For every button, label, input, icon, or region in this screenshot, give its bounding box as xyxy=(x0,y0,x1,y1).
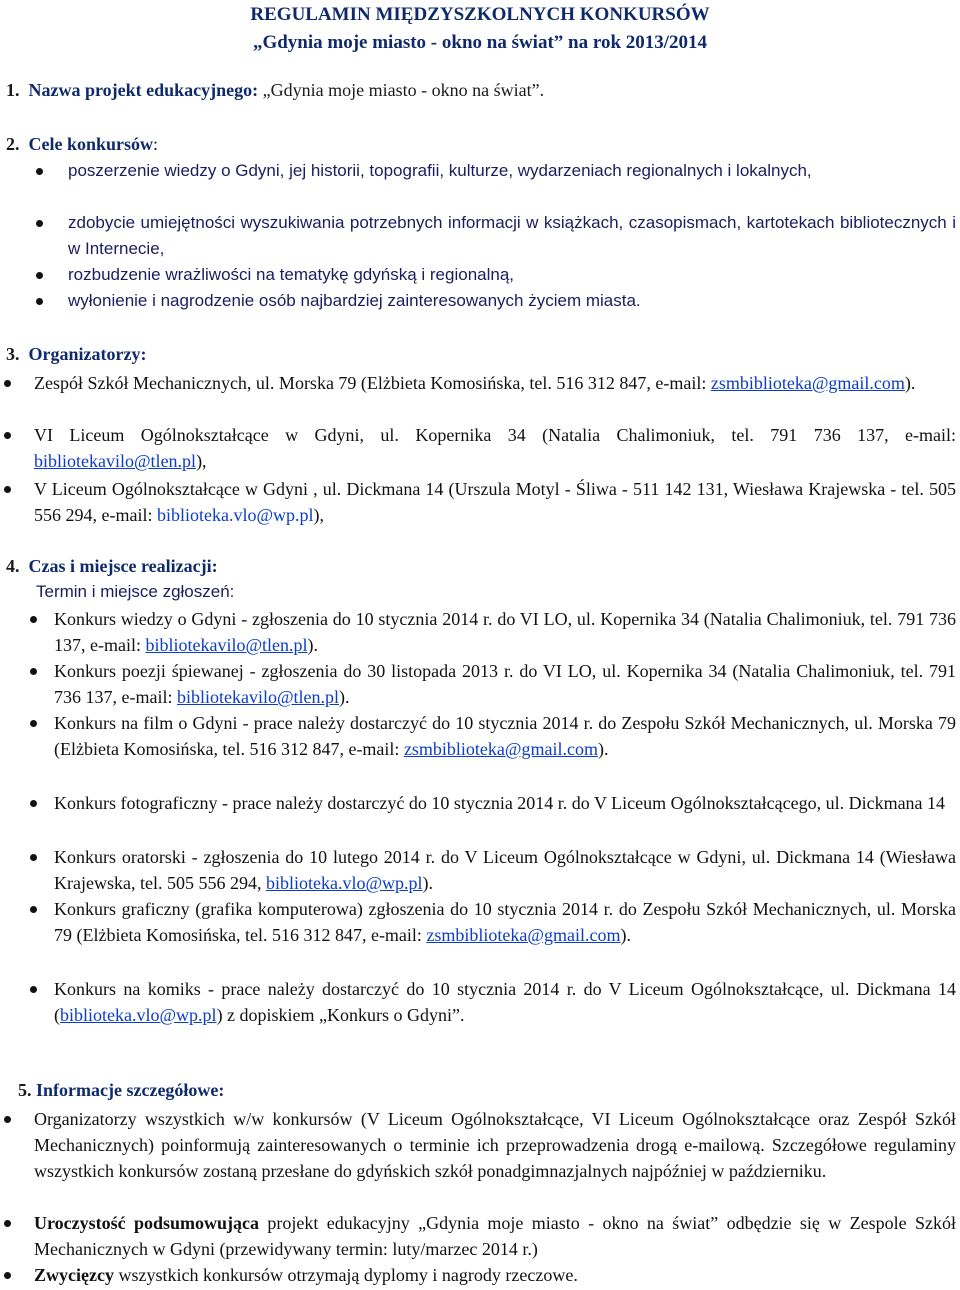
section-5-title: Informacje szczegółowe: xyxy=(36,1080,225,1100)
list-item: wyłonienie i nagrodzenie osób najbardziej zainteresowanych życiem miasta. xyxy=(36,288,956,314)
list-item: rozbudzenie wrażliwości na tematykę gdyńską i regionalną, xyxy=(36,262,956,288)
bullet-icon xyxy=(4,432,11,439)
bullet-icon xyxy=(30,616,37,623)
section-2-title: Cele konkursów xyxy=(28,134,154,154)
bullet-icon xyxy=(4,1116,11,1123)
bullet-icon xyxy=(4,1272,11,1279)
bullet-icon xyxy=(30,854,37,861)
bullet-icon xyxy=(4,486,11,493)
list-item: V Liceum Ogólnokształcące w Gdyni , ul. Dickmana 14 (Urszula Motyl - Śliwa - 511 142 131, Wiesława Krajewska - tel. 505 556 294, e-mail: biblioteka.vlo@wp.pl), xyxy=(4,476,956,528)
section-4-title: Czas i miejsce realizacji: xyxy=(28,556,218,576)
section-5-heading xyxy=(18,1080,224,1101)
section-3-number: 3. xyxy=(6,344,20,364)
section-1-title: Nazwa projekt edukacyjnego: xyxy=(28,80,259,100)
email-link[interactable]: zsmbiblioteka@gmail.com xyxy=(403,739,598,759)
email-text[interactable]: biblioteka.vlo@wp.pl xyxy=(156,505,314,525)
section-1-heading xyxy=(6,80,544,101)
list-item: Konkurs fotograficzny - prace należy dostarczyć do 10 stycznia 2014 r. do V Liceum Ogólnokształcącego, ul. Dickmana 14 xyxy=(30,790,956,816)
document-title-line-2: „Gdynia moje miasto - okno na świat” na rok 2013/2014 xyxy=(252,32,708,53)
section-4-subheading: Termin i miejsce zgłoszeń: xyxy=(36,582,235,601)
bullet-icon xyxy=(4,1220,11,1227)
list-item: poszerzenie wiedzy o Gdyni, jej historii, topografii, kulturze, wydarzeniach regionalnych i lokalnych, xyxy=(36,158,956,184)
section-4-number: 4. xyxy=(6,556,20,576)
section-4-heading xyxy=(6,556,218,577)
email-link[interactable]: zsmbiblioteka@gmail.com xyxy=(710,373,905,393)
email-link[interactable]: biblioteka.vlo@wp.pl xyxy=(265,873,423,893)
list-item: Konkurs poezji śpiewanej - zgłoszenia do 30 listopada 2013 r. do VI LO, ul. Kopernika 34 (Natalia Chalimoniuk, tel. 791 736 137, e-mail: bibliotekavilo@tlen.pl). xyxy=(30,658,956,710)
email-link[interactable]: bibliotekavilo@tlen.pl xyxy=(34,451,197,471)
email-link[interactable]: zsmbiblioteka@gmail.com xyxy=(426,925,621,945)
list-item: Zespół Szkół Mechanicznych, ul. Morska 79 (Elżbieta Komosińska, tel. 516 312 847, e-mail: zsmbiblioteka@gmail.com). xyxy=(4,370,956,396)
list-item: Konkurs na film o Gdyni - prace należy dostarczyć do 10 stycznia 2014 r. do Zespołu Szkół Mechanicznych, ul. Morska 79 (Elżbieta Komosińska, tel. 516 312 847, e-mail: zsmbiblioteka@gmail.com). xyxy=(30,710,956,762)
bullet-icon xyxy=(30,668,37,675)
list-item: Konkurs na komiks - prace należy dostarczyć do 10 stycznia 2014 r. do V Liceum Ogólnokształcące, ul. Dickmana 14 (biblioteka.vlo@wp.pl) z dopiskiem „Konkurs o Gdyni”. xyxy=(30,976,956,1028)
bullet-icon xyxy=(30,720,37,727)
bullet-icon xyxy=(36,272,43,279)
email-link[interactable]: biblioteka.vlo@wp.pl xyxy=(60,1005,217,1025)
section-2-number: 2. xyxy=(6,134,20,154)
list-item: Zwycięzcy wszystkich konkursów otrzymają dyplomy i nagrody rzeczowe. xyxy=(4,1262,956,1288)
list-item: VI Liceum Ogólnokształcące w Gdyni, ul. Kopernika 34 (Natalia Chalimoniuk, tel. 791 736 137, e-mail: bibliotekavilo@tlen.pl), xyxy=(4,422,956,474)
list-item: zdobycie umiejętności wyszukiwania potrzebnych informacji w książkach, czasopismach, kartotekach bibliotecznych i w Internecie, xyxy=(36,210,956,262)
section-3-heading xyxy=(6,344,146,365)
email-link[interactable]: bibliotekavilo@tlen.pl xyxy=(176,687,340,707)
section-3-title: Organizatorzy: xyxy=(28,344,147,364)
section-1-value: „Gdynia moje miasto - okno na świat”. xyxy=(262,80,545,100)
bullet-icon xyxy=(30,800,37,807)
bullet-icon xyxy=(30,986,37,993)
email-link[interactable]: bibliotekavilo@tlen.pl xyxy=(145,635,308,655)
list-item: Konkurs wiedzy o Gdyni - zgłoszenia do 10 stycznia 2014 r. do VI LO, ul. Kopernika 34 (Natalia Chalimoniuk, tel. 791 736 137, e-mail: bibliotekavilo@tlen.pl). xyxy=(30,606,956,658)
bullet-icon xyxy=(30,906,37,913)
bullet-icon xyxy=(36,220,43,227)
section-2-heading: 2. Cele konkursów: xyxy=(6,134,159,154)
bullet-icon xyxy=(36,298,43,305)
list-item: Uroczystość podsumowująca projekt edukacyjny „Gdynia moje miasto - okno na świat” odbędzie się w Zespole Szkół Mechanicznych w Gdyni (przewidywany termin: luty/marzec 2014 r.) xyxy=(4,1210,956,1262)
list-item: Konkurs oratorski - zgłoszenia do 10 lutego 2014 r. do V Liceum Ogólnokształcące w Gdyni, ul. Dickmana 14 (Wiesława Krajewska, tel. 505 556 294, biblioteka.vlo@wp.pl). xyxy=(30,844,956,896)
section-5-number: 5. xyxy=(18,1080,32,1100)
bullet-icon xyxy=(4,380,11,387)
section-1-number: 1. xyxy=(6,80,20,100)
document-title-line-1: REGULAMIN MIĘDZYSZKOLNYCH KONKURSÓW xyxy=(250,4,710,25)
bullet-icon xyxy=(36,168,43,175)
list-item: Konkurs graficzny (grafika komputerowa) zgłoszenia do 10 stycznia 2014 r. do Zespołu Szkół Mechanicznych, ul. Morska 79 (Elżbieta Komosińska, tel. 516 312 847, e-mail: zsmbiblioteka@gmail.com). xyxy=(30,896,956,948)
list-item: Organizatorzy wszystkich w/w konkursów (V Liceum Ogólnokształcące, VI Liceum Ogólnokształcące oraz Zespół Szkół Mechanicznych) poinformują zainteresowanych o terminie ich przeprowadzenia drogą e-mailową. Szczegółowe regulaminy wszystkich konkursów zostaną przesłane do gdyńskich szkół ponadgimnazjalnych najpóźniej w październiku. xyxy=(4,1106,956,1184)
